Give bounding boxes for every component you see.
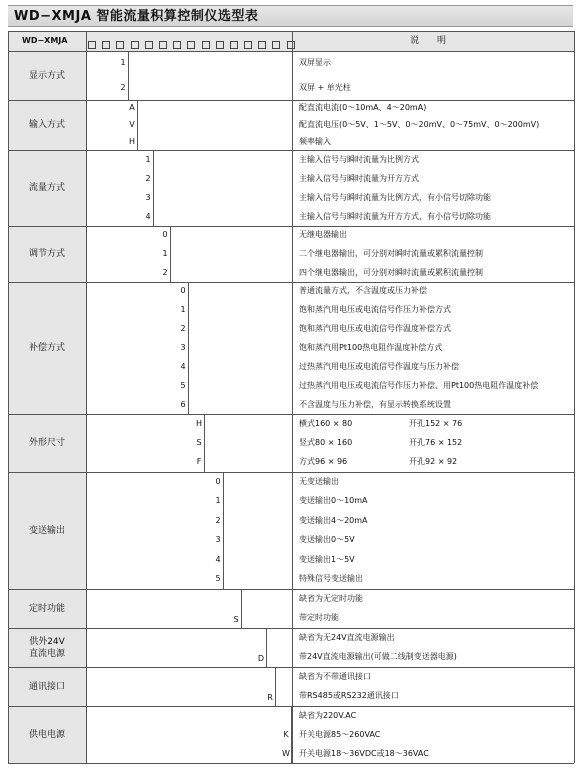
section-divider	[8, 667, 574, 668]
option-code: 1	[215, 496, 221, 506]
option-code: 1	[180, 305, 186, 315]
code-box	[145, 41, 153, 49]
section-divider	[8, 472, 574, 473]
option-description: 带定时功能	[299, 613, 339, 623]
desc-column-divider	[292, 31, 293, 763]
code-divider	[291, 706, 292, 763]
code-divider	[204, 414, 205, 472]
code-divider	[223, 472, 224, 589]
selection-table	[8, 31, 574, 763]
code-box	[230, 41, 238, 49]
code-box	[287, 41, 295, 49]
option-code: 2	[180, 324, 186, 334]
section-label: 流量方式	[28, 183, 65, 193]
option-description: 饱和蒸汽用Pt100热电阻作温度补偿方式	[299, 343, 443, 352]
code-box	[131, 41, 139, 49]
option-code: 6	[180, 399, 186, 409]
option-code: 2	[162, 267, 168, 277]
table-border-right	[574, 31, 575, 763]
option-description-extra: 开孔92 × 92	[409, 457, 458, 467]
option-code: V	[129, 120, 135, 129]
code-divider	[241, 589, 242, 628]
option-description: 变送输出0～5V	[299, 535, 355, 545]
option-description: 过热蒸汽用电压或电流信号作压力补偿、用Pt100热电阻作温度补偿	[299, 380, 539, 390]
code-box	[244, 41, 252, 49]
option-description: 变送输出4～20mA	[299, 515, 368, 525]
page-title: WD−XMJA 智能流量积算控制仪选型表	[8, 5, 573, 27]
code-box	[202, 41, 210, 49]
option-description: 配直流电压(0～5V、1～5V、0～20mV、0～75mV、0～200mV)	[299, 120, 540, 129]
option-description: 主输入信号与瞬时流量为开方方式，有小信号切除功能	[299, 211, 491, 221]
option-description: 配直流电流(0～10mA、4～20mA)	[299, 103, 427, 113]
option-description: 二个继电器输出，可分别对瞬时流量或累积流量控制	[299, 249, 483, 258]
section-divider	[8, 414, 574, 415]
option-description: 四个继电器输出，可分别对瞬时流量或累积流量控制	[299, 267, 483, 277]
code-divider	[128, 51, 129, 100]
option-description: 开关电源18～36VDC或18～36VAC	[299, 748, 429, 758]
section-label: 补偿方式	[28, 343, 65, 353]
option-code: 3	[180, 343, 186, 352]
option-code: 3	[215, 535, 221, 545]
option-code: D	[257, 654, 265, 663]
section-label: 供外24V 直流电源	[28, 636, 65, 659]
option-description: 竖式80 × 160	[299, 438, 353, 447]
option-description: 横式160 × 80	[299, 418, 353, 428]
option-description: 饱和蒸汽用电压或电流信号作压力补偿方式	[299, 305, 451, 315]
code-box	[216, 41, 224, 49]
option-code: H	[128, 136, 135, 146]
code-box	[272, 41, 280, 49]
option-code: 1	[120, 58, 126, 68]
model-header: WD−XMJA	[22, 36, 68, 45]
code-divider	[137, 100, 138, 150]
option-description: 主输入信号与瞬时流量为比例方式	[299, 154, 419, 164]
section-divider	[8, 589, 574, 590]
option-code: S	[196, 438, 202, 447]
section-divider	[8, 150, 574, 151]
option-code: 0	[215, 476, 221, 486]
explain-header: 说 明	[410, 36, 447, 46]
section-label: 定时功能	[28, 603, 65, 614]
option-description: 缺省为无24V直流电源输出	[299, 632, 395, 642]
section-divider	[8, 226, 574, 227]
code-box	[159, 41, 167, 49]
section-label: 供电电源	[28, 729, 65, 740]
option-description: 变送输出1～5V	[299, 554, 355, 564]
option-description: 过热蒸汽用电压或电流信号作温度与压力补偿	[299, 361, 459, 371]
option-description: 饱和蒸汽用电压或电流信号作温度补偿方式	[299, 324, 451, 334]
option-code: H	[195, 418, 202, 428]
label-column-divider	[86, 31, 87, 763]
option-description: 主输入信号与瞬时流量为开方方式	[299, 173, 419, 183]
option-code: 4	[145, 211, 151, 221]
option-code: 2	[215, 515, 221, 525]
option-description: 开关电源85～260VAC	[299, 729, 381, 739]
code-divider	[275, 667, 276, 706]
option-description: 带RS485或RS232通讯接口	[299, 691, 399, 701]
option-description: 双屏 + 单光柱	[299, 82, 351, 92]
header-divider	[8, 51, 574, 52]
option-description: 缺省为无定时功能	[299, 593, 363, 603]
table-border-top	[8, 31, 574, 32]
option-description: 无继电器输出	[299, 230, 347, 240]
option-description: 普通流量方式，不含温度或压力补偿	[299, 286, 427, 296]
option-code: 4	[180, 361, 186, 371]
section-divider	[8, 282, 574, 283]
option-description: 方式96 × 96	[299, 457, 348, 467]
option-description: 不含温度与压力补偿，有显示转换系统设置	[299, 399, 451, 409]
option-description: 特殊信号变送输出	[299, 574, 363, 584]
code-divider	[153, 150, 154, 226]
code-box	[258, 41, 266, 49]
option-code: A	[129, 103, 135, 113]
option-description-extra: 开孔152 × 76	[409, 418, 463, 428]
option-description: 主输入信号与瞬时流量为比例方式，有小信号切除功能	[299, 192, 491, 202]
option-description: 频率输入	[299, 136, 331, 146]
option-code: S	[233, 615, 239, 624]
section-label: 外形尺寸	[28, 438, 65, 448]
option-description: 无变送输出	[299, 476, 339, 486]
code-box	[187, 41, 195, 49]
code-divider	[188, 282, 189, 414]
option-description: 缺省为220V.AC	[299, 710, 357, 720]
section-label: 显示方式	[28, 70, 65, 81]
option-code: 2	[120, 82, 126, 92]
code-box	[102, 41, 110, 49]
option-description-extra: 开孔76 × 152	[409, 438, 463, 447]
option-code: 2	[145, 173, 151, 183]
option-code: K	[283, 729, 289, 739]
code-box	[116, 41, 124, 49]
section-label: 通讯接口	[28, 681, 65, 692]
option-code: W	[282, 748, 290, 758]
option-code: F	[196, 457, 202, 467]
option-description: 变送输出0～10mA	[299, 496, 368, 506]
option-description: 缺省为不带通讯接口	[299, 671, 371, 681]
section-divider	[8, 628, 574, 629]
code-divider	[170, 226, 171, 282]
option-code: R	[267, 693, 273, 702]
section-label: 调节方式	[28, 249, 65, 259]
code-box	[88, 41, 96, 49]
option-description: 双屏显示	[299, 58, 331, 68]
option-code: 1	[145, 154, 151, 164]
section-divider	[8, 763, 574, 764]
section-label: 变送输出	[28, 525, 65, 536]
section-divider	[8, 100, 574, 101]
code-divider	[266, 628, 267, 667]
option-code: 5	[215, 574, 221, 584]
code-box	[173, 41, 181, 49]
option-code: 5	[180, 380, 186, 390]
option-code: 3	[145, 192, 151, 202]
option-code: 0	[180, 286, 186, 296]
option-code: 4	[215, 554, 221, 564]
option-code: 1	[162, 249, 168, 258]
option-code: 0	[162, 230, 168, 240]
section-label: 输入方式	[28, 120, 65, 130]
option-description: 带24V直流电源输出(可做二线制变送器电源)	[299, 652, 457, 662]
